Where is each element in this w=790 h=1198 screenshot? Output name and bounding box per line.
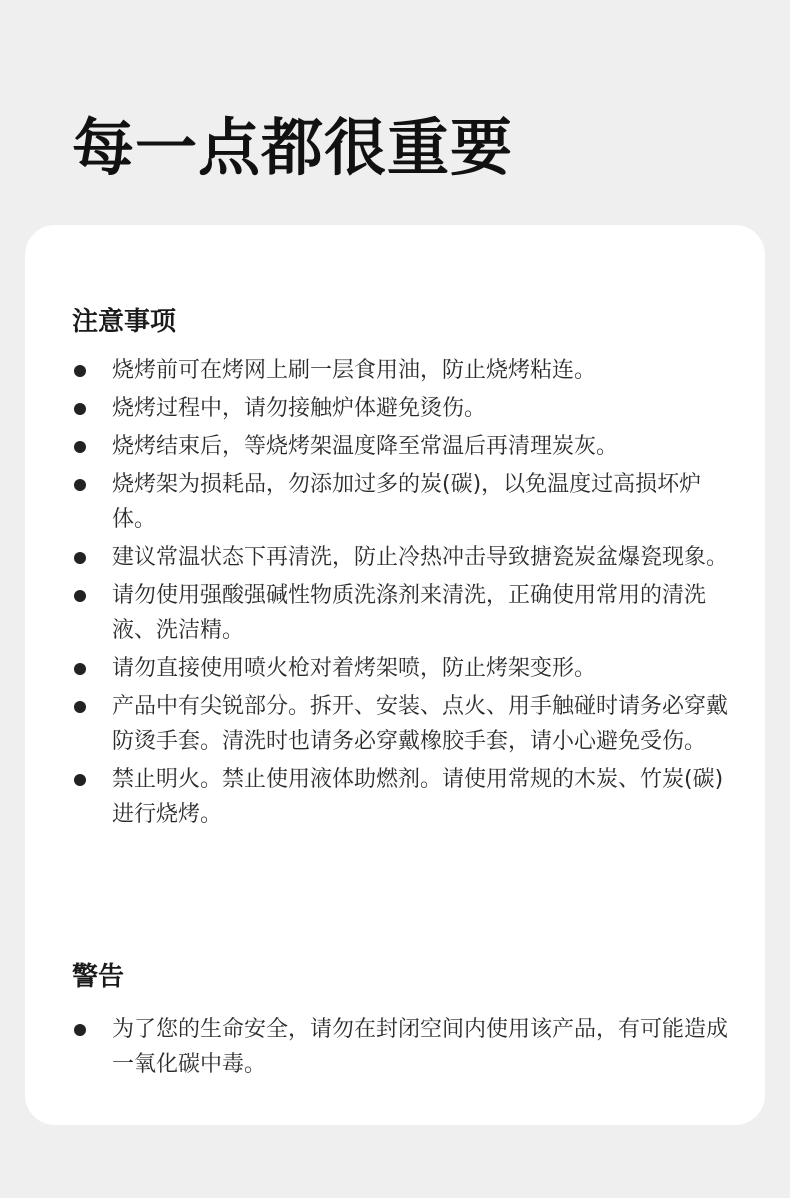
bullet-icon: [74, 479, 86, 491]
list-item: [72, 429, 737, 464]
list-item: [72, 651, 737, 686]
list-item-text: 请勿直接使用喷火枪对着烤架喷，防止烤架变形。: [112, 656, 597, 681]
list-item-text: 产品中有尖锐部分。拆开、安装、点火、用手触碰时请务必穿戴防烫手套。清洗时也请务必穿戴橡胶手套，请小心避免受伤。: [112, 694, 729, 754]
list-item: [72, 467, 737, 537]
list-item: [72, 762, 737, 832]
notes-heading: 注意事项: [72, 307, 177, 337]
notes-section: [72, 305, 737, 835]
bullet-icon: [74, 663, 86, 675]
content-card: [25, 225, 765, 1125]
bullet-icon: [74, 701, 86, 713]
list-item-text: 烧烤结束后，等烧烤架温度降至常温后再清理炭灰。: [112, 434, 619, 459]
list-item: [72, 353, 737, 388]
list-item-text: 为了您的生命安全，请勿在封闭空间内使用该产品，有可能造成一氧化碳中毒。: [112, 1017, 729, 1077]
list-item: [72, 540, 737, 575]
bullet-icon: [74, 1024, 86, 1036]
list-item: [72, 1012, 737, 1082]
warning-list: [72, 1012, 737, 1082]
list-item-text: 烧烤前可在烤网上刷一层食用油，防止烧烤粘连。: [112, 358, 597, 383]
notes-list: [72, 353, 737, 832]
list-item-text: 建议常温状态下再清洗，防止冷热冲击导致搪瓷炭盆爆瓷现象。: [112, 545, 729, 570]
bullet-icon: [74, 774, 86, 786]
bullet-icon: [74, 365, 86, 377]
warning-heading: 警告: [72, 962, 125, 992]
warning-section: [72, 960, 737, 1085]
bullet-icon: [74, 403, 86, 415]
bullet-icon: [74, 590, 86, 602]
list-item-text: 烧烤架为损耗品，勿添加过多的炭(碳)，以免温度过高损坏炉体。: [112, 472, 702, 532]
list-item-text: 禁止明火。禁止使用液体助燃剂。请使用常规的木炭、竹炭(碳)进行烧烤。: [112, 767, 724, 827]
list-item-text: 请勿使用强酸强碱性物质洗涤剂来清洗，正确使用常用的清洗液、洗洁精。: [112, 583, 707, 643]
list-item: [72, 689, 737, 759]
list-item-text: 烧烤过程中，请勿接触炉体避免烫伤。: [112, 396, 487, 421]
list-item: [72, 391, 737, 426]
bullet-icon: [74, 441, 86, 453]
bullet-icon: [74, 552, 86, 564]
list-item: [72, 578, 737, 648]
page-title: 每一点都很重要: [72, 111, 514, 184]
